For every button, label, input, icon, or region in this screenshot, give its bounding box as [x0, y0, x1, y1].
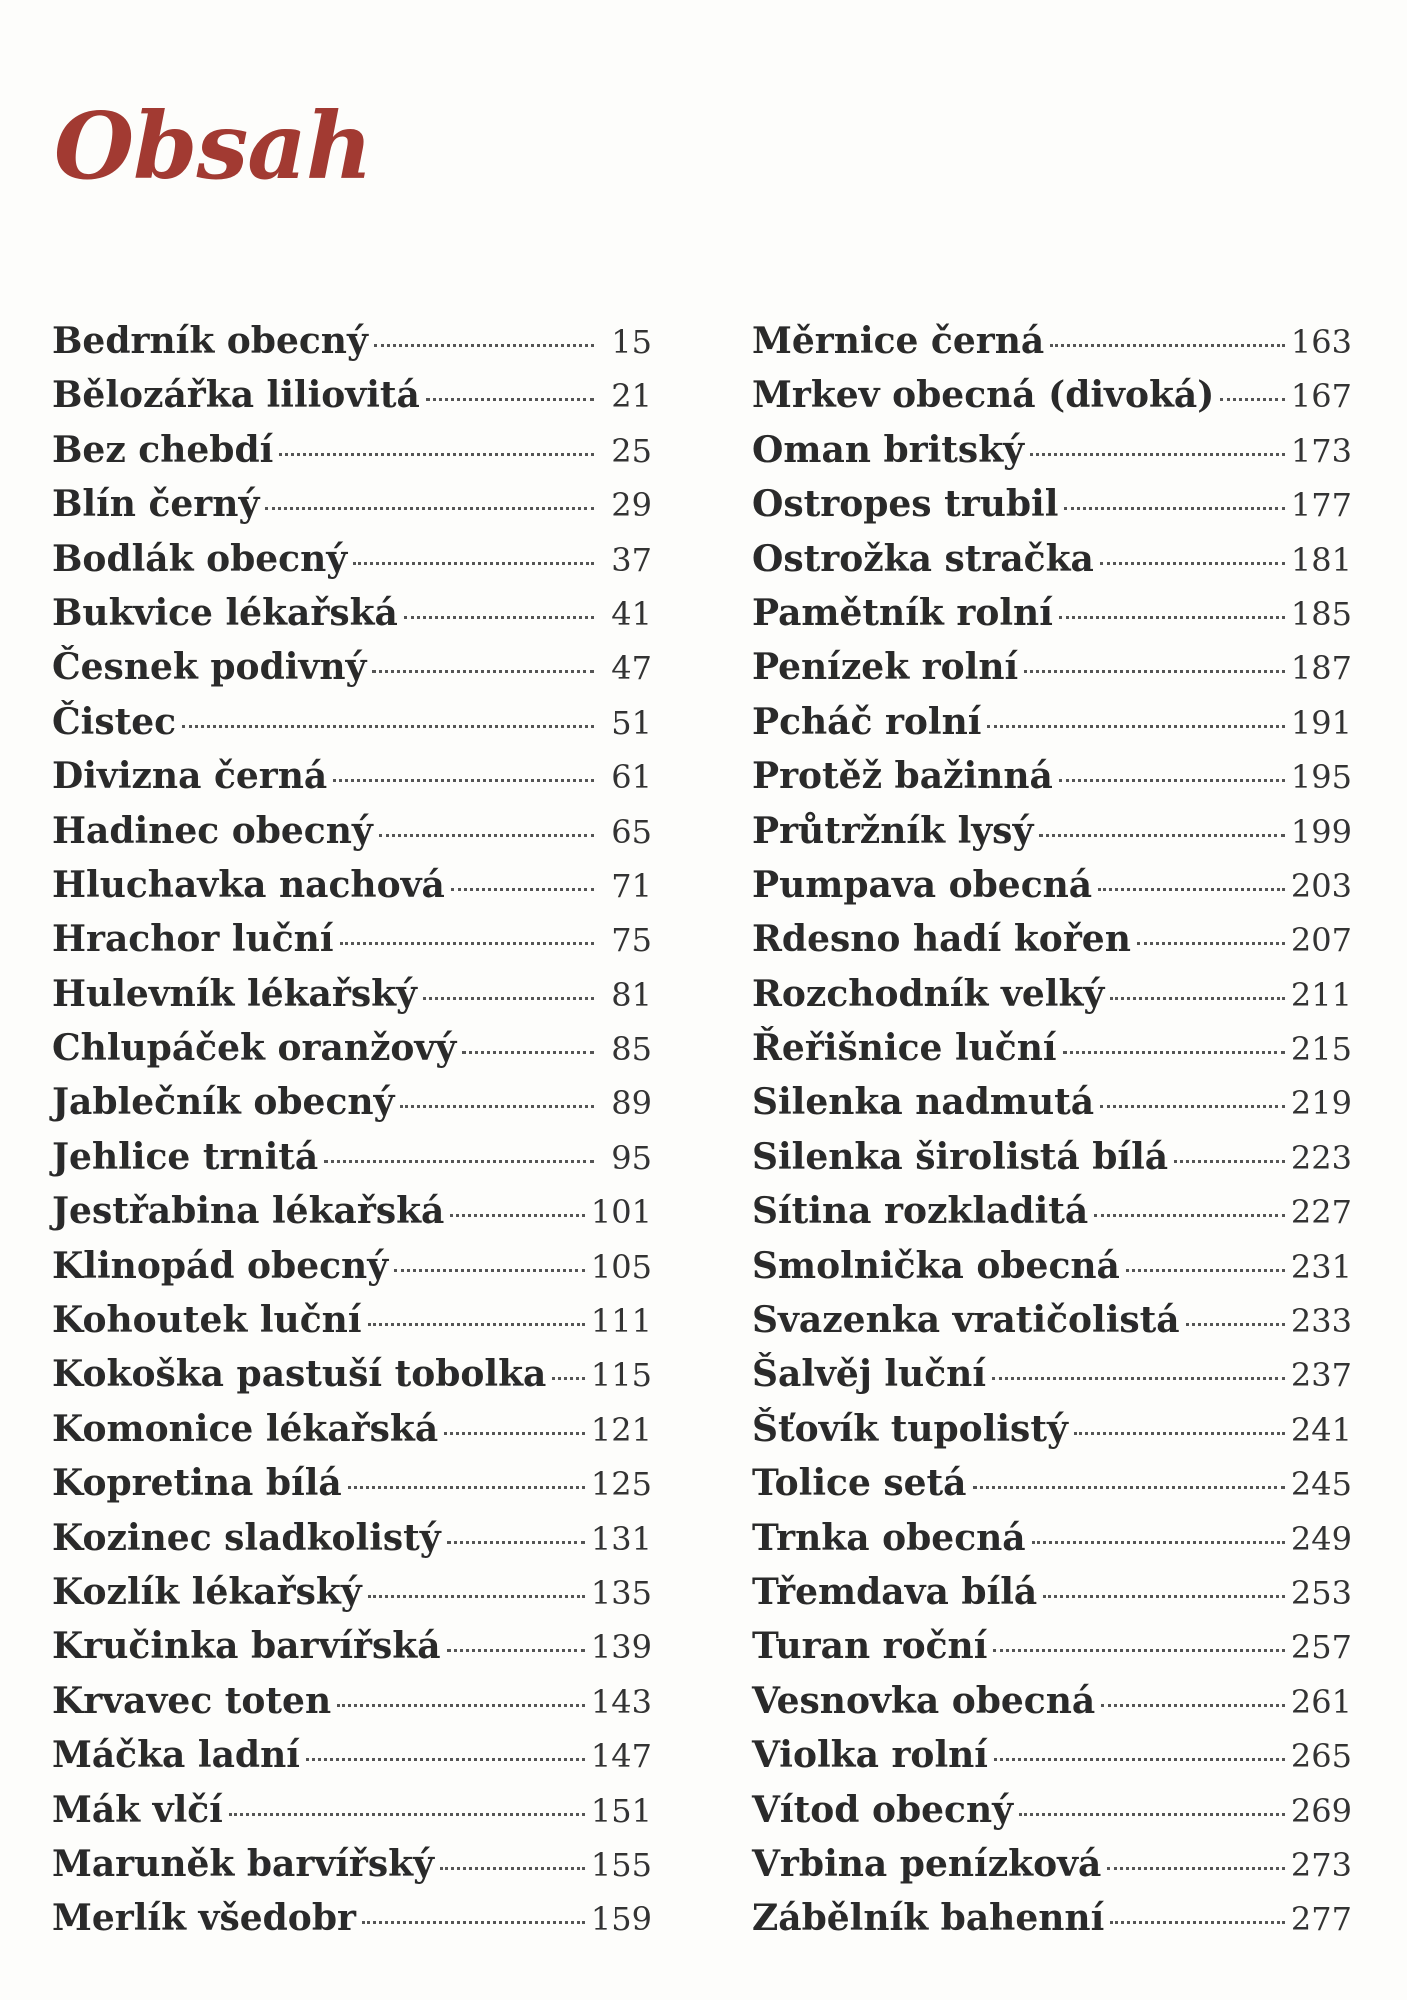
toc-entry — [752, 592, 1352, 646]
toc-entry-name: Měrnice černá — [752, 320, 1045, 362]
dot-leader — [1030, 453, 1285, 456]
toc-entry-name: Kohoutek luční — [52, 1299, 362, 1342]
toc-entry-page-number: 125 — [590, 1465, 652, 1504]
toc-entry-name: Rdesno hadí kořen — [752, 918, 1131, 961]
toc-entry — [752, 1408, 1352, 1462]
toc-entry-page-number: 159 — [590, 1900, 652, 1939]
dot-leader — [404, 616, 594, 619]
toc-entry — [752, 864, 1352, 918]
toc-entry-page-number: 257 — [1290, 1628, 1352, 1667]
dot-leader — [1063, 1051, 1285, 1054]
toc-entry — [52, 374, 652, 428]
toc-entry-page-number: 111 — [590, 1302, 652, 1341]
dot-leader — [1098, 888, 1285, 891]
toc-entry — [52, 701, 652, 755]
toc-entry — [52, 646, 652, 700]
toc-entry — [752, 1517, 1352, 1571]
toc-entry-name: Bez chebdí — [52, 428, 274, 471]
toc-entry — [52, 864, 652, 918]
toc-entry-name: Pamětník rolní — [752, 591, 1053, 634]
toc-entry-name: Tolice setá — [752, 1462, 967, 1505]
toc-entry-name: Kozlík lékařský — [52, 1570, 362, 1613]
toc-entry-name: Hluchavka nachová — [52, 863, 445, 906]
toc-entry-page-number: 187 — [1290, 649, 1352, 688]
toc-entry-name: Kokoška pastuší tobolka — [52, 1353, 547, 1396]
toc-entry-page-number: 231 — [1290, 1247, 1352, 1286]
toc-entry-page-number: 163 — [1290, 323, 1352, 361]
toc-entry — [752, 1571, 1352, 1625]
dot-leader — [444, 1432, 585, 1435]
dot-leader — [447, 1649, 585, 1652]
toc-entry-name: Zábělník bahenní — [752, 1897, 1105, 1940]
dot-leader — [1107, 1867, 1285, 1870]
toc-entry-page-number: 237 — [1290, 1356, 1352, 1395]
dot-leader — [182, 725, 594, 728]
toc-entry — [52, 1897, 652, 1951]
dot-leader — [229, 1813, 585, 1816]
toc-entry — [752, 755, 1352, 809]
toc-entry-page-number: 277 — [1290, 1900, 1352, 1939]
toc-entry-page-number: 139 — [590, 1628, 652, 1667]
toc-entry — [752, 646, 1352, 700]
toc-entry-page-number: 211 — [1290, 975, 1352, 1014]
toc-entry-name: Svazenka vratičolistá — [752, 1299, 1180, 1342]
toc-entry-page-number: 177 — [1290, 486, 1352, 525]
toc-entry-name: Smolnička obecná — [752, 1244, 1120, 1287]
toc-entry-page-number: 147 — [590, 1737, 652, 1776]
toc-entry-name: Bodlák obecný — [52, 537, 348, 580]
toc-entry — [752, 538, 1352, 592]
toc-entry-name: Blín černý — [52, 483, 260, 526]
dot-leader — [1019, 1813, 1285, 1816]
toc-entry-page-number: 25 — [611, 431, 652, 470]
toc-left-column — [52, 320, 652, 1952]
dot-leader — [1126, 1269, 1285, 1272]
dot-leader — [1024, 670, 1285, 673]
toc-entry — [752, 1353, 1352, 1407]
dot-leader — [265, 507, 594, 510]
toc-entry-name: Kručinka barvířská — [52, 1625, 441, 1668]
dot-leader — [1059, 779, 1285, 782]
toc-entry — [752, 1462, 1352, 1516]
toc-entry-name: Mrkev obecná (divoká) — [752, 374, 1215, 417]
toc-entry-page-number: 85 — [611, 1030, 652, 1069]
toc-entry-page-number: 269 — [1290, 1791, 1352, 1830]
toc-entry-page-number: 115 — [590, 1356, 652, 1395]
toc-entry — [752, 973, 1352, 1027]
toc-entry-name: Vrbina penízková — [752, 1842, 1102, 1885]
dot-leader — [374, 344, 594, 347]
toc-entry-page-number: 37 — [611, 540, 652, 579]
toc-entry-page-number: 71 — [611, 866, 652, 905]
toc-entry-page-number: 223 — [1290, 1138, 1352, 1177]
toc-entry-name: Řeřišnice luční — [752, 1027, 1057, 1070]
dot-leader — [333, 779, 594, 782]
toc-entry-name: Česnek podivný — [52, 646, 367, 689]
toc-entry — [52, 1680, 652, 1734]
toc-entry-name: Šalvěj luční — [752, 1353, 986, 1396]
toc-entry — [752, 1027, 1352, 1081]
dot-leader — [1043, 1595, 1285, 1598]
toc-entry-name: Bedrník obecný — [52, 320, 368, 362]
dot-leader — [451, 888, 594, 891]
toc-entry-page-number: 121 — [590, 1410, 652, 1449]
toc-entry-name: Komonice lékařská — [52, 1407, 439, 1450]
toc-entry — [752, 1136, 1352, 1190]
toc-entry — [752, 810, 1352, 864]
toc-entry — [52, 1136, 652, 1190]
dot-leader — [372, 670, 594, 673]
toc-entry — [752, 1190, 1352, 1244]
toc-entry-page-number: 227 — [1290, 1193, 1352, 1232]
toc-entry-page-number: 131 — [590, 1519, 652, 1558]
toc-entry-page-number: 195 — [1290, 758, 1352, 797]
toc-entry — [52, 1081, 652, 1135]
toc-entry-page-number: 51 — [611, 703, 652, 742]
toc-entry-name: Hulevník lékařský — [52, 972, 417, 1015]
toc-entry — [752, 1680, 1352, 1734]
toc-entry-page-number: 191 — [1290, 703, 1352, 742]
toc-entry-name: Ostropes trubil — [752, 483, 1059, 526]
toc-entry — [752, 1245, 1352, 1299]
dot-leader — [994, 1758, 1285, 1761]
toc-entry-page-number: 265 — [1290, 1737, 1352, 1776]
toc-entry-page-number: 253 — [1290, 1573, 1352, 1612]
toc-entry-page-number: 215 — [1290, 1030, 1352, 1069]
toc-entry-name: Divizna černá — [52, 755, 328, 798]
dot-leader — [1137, 942, 1285, 945]
toc-entry-page-number: 249 — [1290, 1519, 1352, 1558]
dot-leader — [1110, 997, 1285, 1000]
toc-entry-name: Pcháč rolní — [752, 700, 982, 743]
toc-entry-page-number: 89 — [611, 1084, 652, 1123]
toc-entry — [52, 1517, 652, 1571]
toc-entry-name: Turan roční — [752, 1625, 988, 1668]
toc-entry-name: Mák vlčí — [52, 1788, 223, 1831]
toc-entry-name: Maruněk barvířský — [52, 1842, 435, 1885]
toc-entry-page-number: 95 — [611, 1138, 652, 1177]
toc-entry-name: Chlupáček oranžový — [52, 1027, 457, 1070]
dot-leader — [368, 1595, 585, 1598]
toc-entry — [752, 1897, 1352, 1951]
toc-entry — [752, 429, 1352, 483]
toc-entry-name: Ostrožka stračka — [752, 537, 1094, 580]
toc-entry — [752, 374, 1352, 428]
toc-entry-name: Jestřabina lékařská — [52, 1190, 445, 1233]
dot-leader — [450, 1214, 585, 1217]
toc-entry — [52, 755, 652, 809]
toc-entry-page-number: 143 — [590, 1682, 652, 1721]
toc-entry-name: Sítina rozkladitá — [752, 1190, 1089, 1233]
dot-leader — [353, 562, 594, 565]
toc-entry-page-number: 75 — [611, 921, 652, 960]
dot-leader — [394, 1269, 585, 1272]
dot-leader — [348, 1486, 585, 1489]
toc-entry — [752, 1843, 1352, 1897]
toc-entry-name: Hadinec obecný — [52, 809, 373, 852]
dot-leader — [973, 1486, 1285, 1489]
toc-entry-name: Merlík všedobr — [52, 1897, 356, 1940]
toc-entry-name: Průtržník lysý — [752, 809, 1034, 852]
toc-entry — [752, 918, 1352, 972]
dot-leader — [1039, 834, 1285, 837]
toc-entry — [52, 429, 652, 483]
dot-leader — [1050, 344, 1285, 347]
toc-entry-page-number: 199 — [1290, 812, 1352, 851]
toc-entry — [52, 1843, 652, 1897]
dot-leader — [340, 942, 594, 945]
dot-leader — [379, 834, 594, 837]
dot-leader — [1220, 398, 1285, 401]
toc-entry-page-number: 151 — [590, 1791, 652, 1830]
dot-leader — [987, 725, 1284, 728]
toc-entry-name: Máčka ladní — [52, 1734, 300, 1777]
dot-leader — [337, 1704, 585, 1707]
toc-entry — [52, 1027, 652, 1081]
toc-entry-page-number: 173 — [1290, 431, 1352, 470]
dot-leader — [1074, 1432, 1285, 1435]
dot-leader — [423, 997, 594, 1000]
toc-entry-page-number: 155 — [590, 1845, 652, 1884]
toc-entry — [52, 1462, 652, 1516]
toc-entry-page-number: 47 — [611, 649, 652, 688]
toc-entry-name: Oman britský — [752, 428, 1025, 471]
dot-leader — [1174, 1160, 1285, 1163]
toc-entry-name: Violka rolní — [752, 1734, 988, 1777]
toc-entry-name: Vesnovka obecná — [752, 1679, 1096, 1722]
page-title: Obsah — [54, 91, 372, 200]
toc-entry-name: Jehlice trnitá — [52, 1135, 319, 1178]
toc-entry — [52, 1299, 652, 1353]
toc-entry-page-number: 185 — [1290, 594, 1352, 633]
toc-entry-name: Protěž bažinná — [752, 755, 1053, 798]
toc-entry-name: Krvavec toten — [52, 1679, 332, 1722]
toc-entry-page-number: 241 — [1290, 1410, 1352, 1449]
toc-entry-page-number: 81 — [611, 975, 652, 1014]
toc-entry — [752, 701, 1352, 755]
toc-right-column — [752, 320, 1352, 1952]
toc-entry — [752, 1789, 1352, 1843]
toc-entry-name: Silenka nadmutá — [752, 1081, 1095, 1124]
toc-entry-page-number: 261 — [1290, 1682, 1352, 1721]
toc-entry — [52, 1571, 652, 1625]
dot-leader — [1064, 507, 1285, 510]
toc-entry-page-number: 41 — [611, 594, 652, 633]
toc-entry — [52, 1408, 652, 1462]
dot-leader — [462, 1051, 594, 1054]
toc-entry — [752, 1734, 1352, 1788]
toc-entry — [752, 483, 1352, 537]
toc-entry — [52, 538, 652, 592]
toc-entry — [52, 810, 652, 864]
dot-leader — [306, 1758, 585, 1761]
dot-leader — [992, 1377, 1285, 1380]
dot-leader — [1100, 562, 1285, 565]
dot-leader — [1059, 616, 1285, 619]
toc-entry — [52, 1353, 652, 1407]
toc-entry-page-number: 105 — [590, 1247, 652, 1286]
toc-entry-name: Silenka širolistá bílá — [752, 1135, 1169, 1178]
toc-entry-name: Rozchodník velký — [752, 972, 1105, 1015]
dot-leader — [368, 1323, 585, 1326]
toc-entry-page-number: 219 — [1290, 1084, 1352, 1123]
dot-leader — [324, 1160, 594, 1163]
toc-entry-page-number: 167 — [1290, 377, 1352, 416]
toc-entry-name: Bělozářka liliovitá — [52, 374, 420, 417]
toc-entry-page-number: 245 — [1290, 1465, 1352, 1504]
toc-entry-name: Vítod obecný — [752, 1788, 1014, 1831]
toc-entry-page-number: 15 — [611, 323, 652, 361]
toc-entry-page-number: 21 — [611, 377, 652, 416]
toc-entry — [52, 1245, 652, 1299]
dot-leader — [1110, 1921, 1285, 1924]
toc-entry-page-number: 61 — [611, 758, 652, 797]
toc-entry-page-number: 203 — [1290, 866, 1352, 905]
toc-entry — [52, 592, 652, 646]
toc-entry — [752, 320, 1352, 374]
dot-leader — [1032, 1541, 1285, 1544]
dot-leader — [1094, 1214, 1285, 1217]
toc-entry — [52, 1190, 652, 1244]
toc-entry-page-number: 101 — [590, 1193, 652, 1232]
toc-entry-page-number: 181 — [1290, 540, 1352, 579]
dot-leader — [362, 1921, 585, 1924]
toc-entry — [752, 1081, 1352, 1135]
toc-entry — [52, 1734, 652, 1788]
dot-leader — [279, 453, 594, 456]
toc-entry-name: Bukvice lékařská — [52, 591, 398, 634]
toc-entry-name: Pumpava obecná — [752, 863, 1093, 906]
toc-entry-name: Klinopád obecný — [52, 1244, 389, 1287]
dot-leader — [447, 1541, 585, 1544]
toc-entry-page-number: 135 — [590, 1573, 652, 1612]
dot-leader — [993, 1649, 1285, 1652]
toc-entry — [752, 1299, 1352, 1353]
dot-leader — [426, 398, 594, 401]
toc-entry — [52, 1789, 652, 1843]
toc-entry — [52, 1625, 652, 1679]
toc-entry-page-number: 273 — [1290, 1845, 1352, 1884]
toc-entry-name: Šťovík tupolistý — [752, 1407, 1068, 1450]
dot-leader — [1100, 1105, 1285, 1108]
toc-entry-name: Penízek rolní — [752, 646, 1019, 689]
toc-entry-name: Kopretina bílá — [52, 1462, 342, 1505]
toc-entry-page-number: 207 — [1290, 921, 1352, 960]
toc-entry-name: Hrachor luční — [52, 918, 334, 961]
toc-entry — [52, 320, 652, 374]
toc-entry-name: Třemdava bílá — [752, 1570, 1038, 1613]
dot-leader — [1101, 1704, 1285, 1707]
dot-leader — [1186, 1323, 1285, 1326]
toc-entry-name: Jablečník obecný — [52, 1081, 395, 1124]
toc-entry-page-number: 29 — [611, 486, 652, 525]
toc-entry-name: Čistec — [52, 700, 177, 743]
toc-entry — [52, 973, 652, 1027]
toc-entry-name: Kozinec sladkolistý — [52, 1516, 441, 1559]
toc-entry — [752, 1625, 1352, 1679]
dot-leader — [552, 1377, 585, 1380]
dot-leader — [400, 1105, 594, 1108]
toc-entry — [52, 483, 652, 537]
toc-entry-page-number: 233 — [1290, 1302, 1352, 1341]
toc-entry — [52, 918, 652, 972]
toc-entry-name: Trnka obecná — [752, 1516, 1026, 1559]
dot-leader — [440, 1867, 585, 1870]
toc-entry-page-number: 65 — [611, 812, 652, 851]
